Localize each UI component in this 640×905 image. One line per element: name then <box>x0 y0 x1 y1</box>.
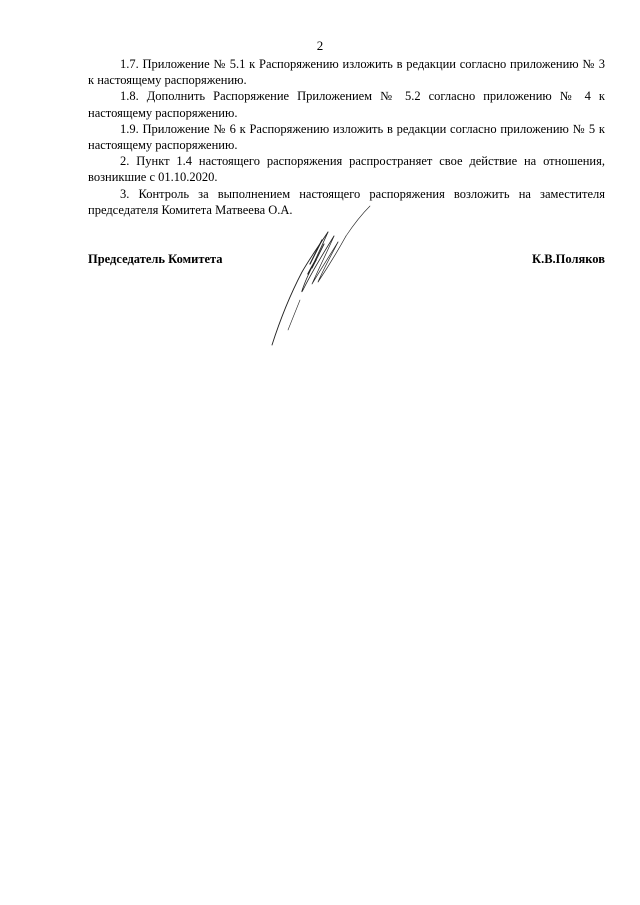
document-body <box>88 56 605 218</box>
paragraph-1-7: 1.7. Приложение № 5.1 к Распоряжению изложить в редакции согласно приложению № 3 к настоящему распоряжению. <box>88 57 605 88</box>
handwritten-signature <box>262 200 382 350</box>
signer-name: К.В.Поляков <box>532 252 605 266</box>
paragraph-1-8: 1.8. Дополнить Распоряжение Приложением № 5.2 согласно приложению № 4 к настоящему распоряжению. <box>88 89 605 120</box>
paragraph-3: 3. Контроль за выполнением настоящего распоряжения возложить на заместителя председателя Комитета Матвеева О.А. <box>88 186 605 217</box>
paragraph-1-9: 1.9. Приложение № 6 к Распоряжению изложить в редакции согласно приложению № 5 к настоящему распоряжению. <box>88 121 605 153</box>
page-number: 2 <box>316 38 324 53</box>
signature-row <box>88 252 605 268</box>
signer-title: Председатель Комитета <box>88 252 223 266</box>
paragraph-2: 2. Пункт 1.4 настоящего распоряжения распространяет свое действие на отношения, возникшие с 01.10.2020. <box>88 154 605 185</box>
